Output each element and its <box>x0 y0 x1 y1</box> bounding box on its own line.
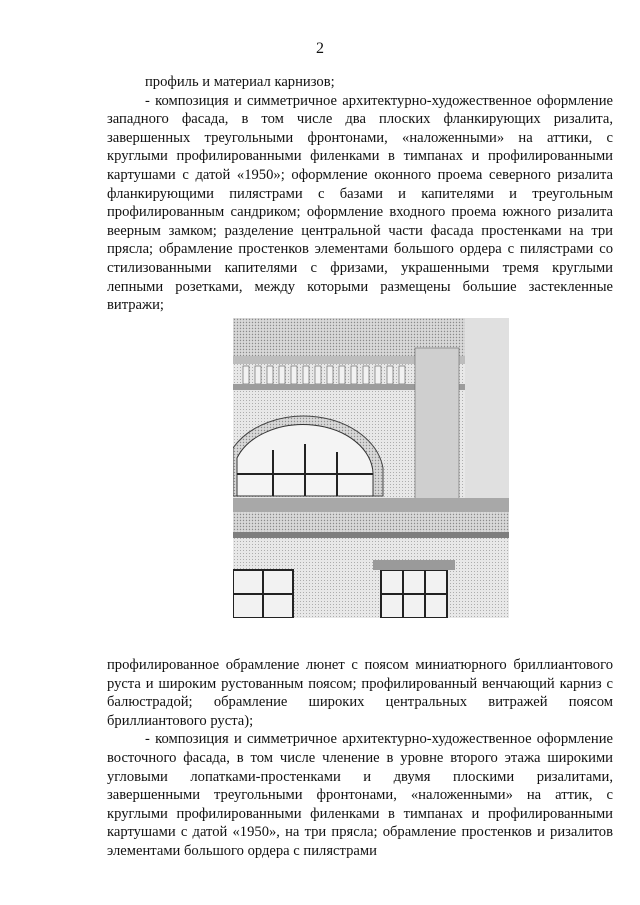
text-block-top <box>107 73 613 315</box>
page-number: 2 <box>316 40 324 57</box>
paragraph: - композиция и симметричное архитектурно-художественное оформление западного фасада, в том числе два плоских фланкирующих ризалита, завершенных треугольными фронтонами, «наложенными» на аттики, с круглыми профилированными филенками в тимпанах и профилированными картушами с датой «1950»; оформление оконного проема северного ризалита фланкирующими пилястрами с базами и капителями и треугольным профилированным сандриком; оформление входного проема южного ризалита веерным замком; разделение центральной части фасада простенками на три прясла; обрамление простенков элементами большого ордера с пилястрами со стилизованными капителями с фризами, украшенными тремя круглыми лепными розетками, между которыми размещены большие застекленные витражи; <box>107 92 613 314</box>
paragraph: - композиция и симметричное архитектурно-художественное оформление восточного фасада, в том числе членение в уровне второго этажа широкими угловыми лопатками-простенками и двумя плоскими ризалитами, завершенными треугольными фронтонами, «наложенными» на аттик, с круглыми профилированными филенками в тимпанах и профилированными картушами с датой «1950», на три прясла; обрамление простенков и ризалитов элементами большого ордера с пилястрами <box>107 731 613 859</box>
text-block-bottom <box>107 656 613 861</box>
building-facade-photo <box>233 318 509 618</box>
paragraph: профиль и материал карнизов; <box>145 74 335 90</box>
paragraph: профилированное обрамление люнет с поясом миниатюрного бриллиантового руста и широким рустованным поясом; профилированный венчающий карниз с балюстрадой; обрамление широких центральных витражей поясом бриллиантового руста); <box>107 657 613 729</box>
